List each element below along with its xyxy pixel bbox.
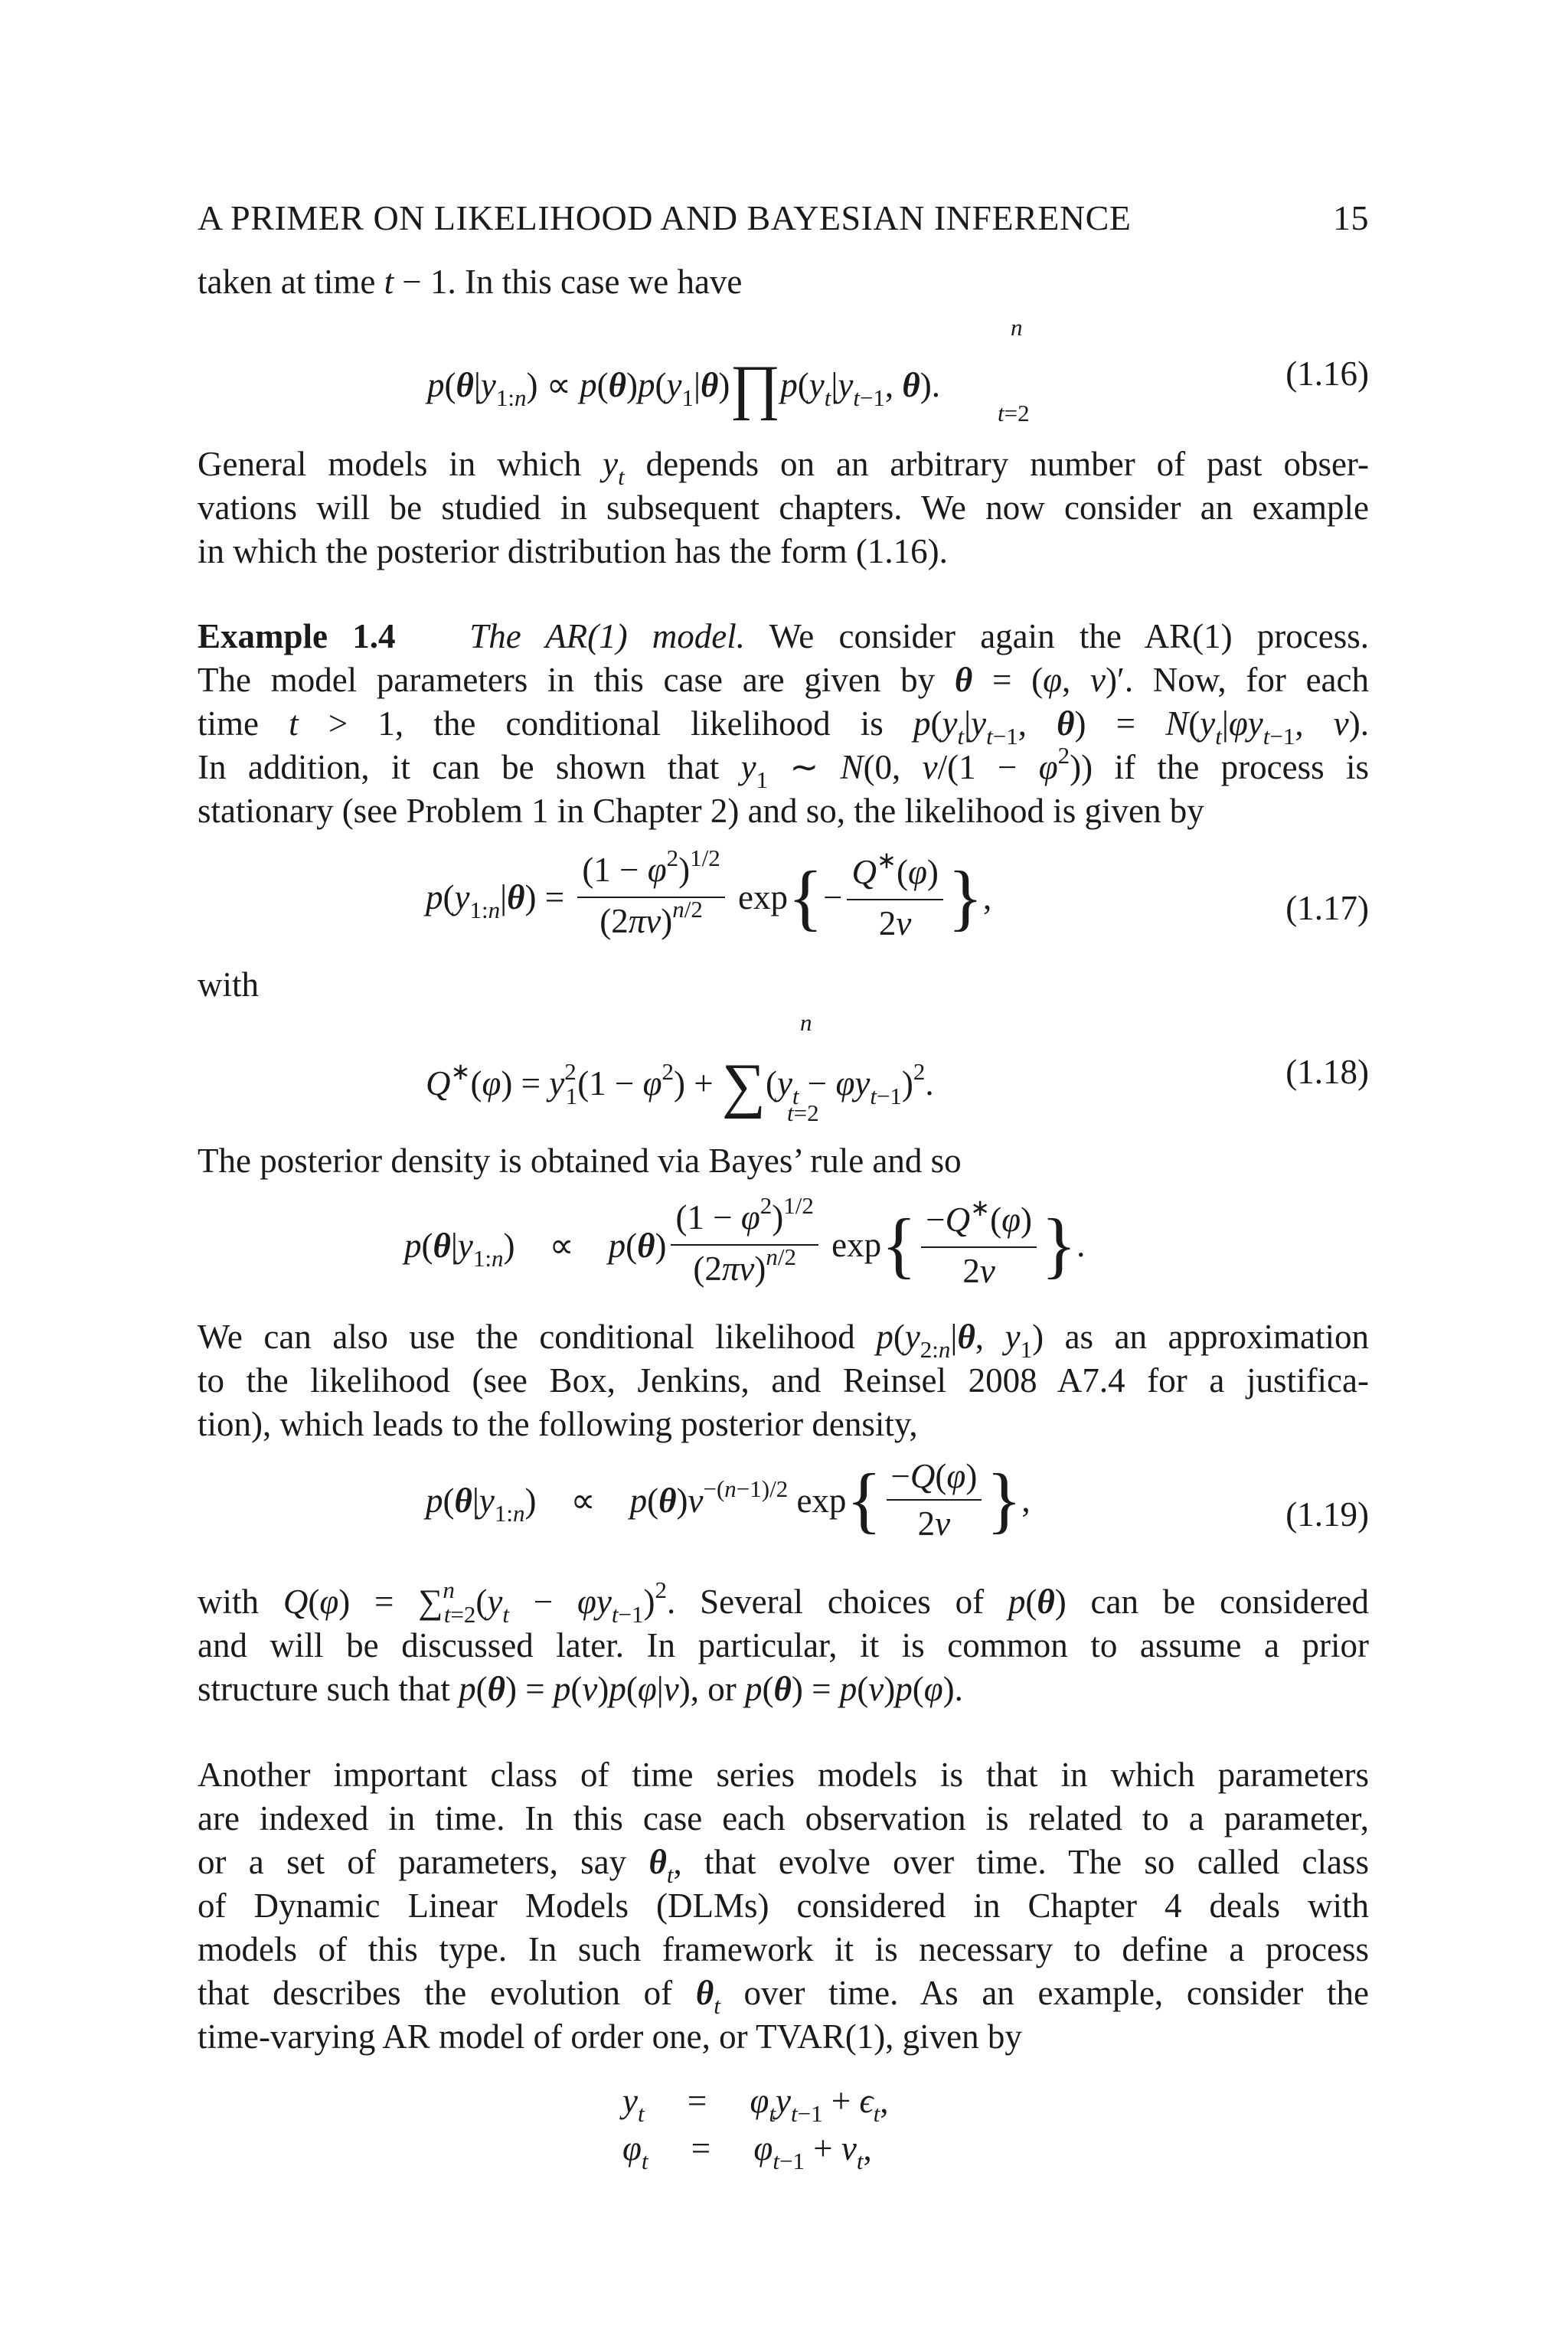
paragraph-time-varying bbox=[198, 1753, 1369, 2059]
text-line: stationary (see Problem 1 in Chapter 2) and so, the likelihood is given by bbox=[198, 792, 1204, 830]
text-line: in which the posterior distribution has the form (1.16). bbox=[198, 532, 948, 570]
text-line: The posterior density is obtained via Bayes’ rule and so bbox=[198, 1142, 962, 1180]
product-upper-limit: n bbox=[1011, 314, 1023, 341]
example-label: Example 1.4 bbox=[198, 617, 396, 655]
equation-number: (1.17) bbox=[1285, 889, 1369, 927]
text-line: time-varying AR model of order one, or TVAR(1), given by bbox=[198, 2017, 1022, 2056]
fraction: $\frac{-Q(\varphi)}{2v}$ bbox=[887, 1455, 982, 1545]
paragraph-posterior bbox=[198, 1139, 1369, 1183]
equation-body: $p(y_{1:n}|\theta)$ = $\frac{(1 - \varphi^2)^{1/2}}{(2\pi v)^{n/2}}$ exp{− $\frac{Q^∗(\varphi)}{2v}$ }, bbox=[426, 848, 991, 946]
paragraph-with bbox=[198, 963, 1369, 1007]
equation-body: $p(\theta|y_{1:n})$ ∝ $p(\theta)v^{-(n-1)/2}$ exp{ $\frac{-Q(\varphi)}{2v}$ }, bbox=[426, 1455, 1031, 1545]
paragraph-conditional-likelihood bbox=[198, 1315, 1369, 1446]
equation-number: (1.16) bbox=[1285, 354, 1369, 393]
example-text: We consider again the AR(1) process. bbox=[769, 617, 1370, 655]
fraction: $\frac{Q^∗(\varphi)}{2v}$ bbox=[847, 851, 942, 945]
equation-1-16 bbox=[198, 314, 1369, 429]
text-line: with bbox=[198, 965, 260, 1004]
text-line: General models in which $y_t$ depends on an arbitrary number of past obser- bbox=[198, 445, 1370, 490]
text-line: that describes the evolution of $\theta_t$ over time. As an example, consider the bbox=[198, 1974, 1369, 2019]
paragraph-general-models bbox=[198, 443, 1369, 573]
equation-tvar bbox=[198, 2081, 1369, 2180]
product-lower-limit: t=2 bbox=[998, 400, 1030, 426]
text-line: or a set of parameters, say $\theta_t$, that evolve over time. The so called class bbox=[198, 1843, 1369, 1888]
equation-1-17 bbox=[198, 844, 1369, 963]
text-line: time t > 1, the conditional likelihood is $p(y_t|y_{t-1}$, $\theta) = N(y_t|\varphi y_{t-1}$, v). bbox=[198, 704, 1370, 750]
paragraph-intro bbox=[198, 260, 1369, 304]
text-line: Another important class of time series models is that in which parameters bbox=[198, 1756, 1369, 1794]
equation-body: $p(\theta|y_{1:n})$ ∝ $p(\theta)p(y_1|\theta)\prod p(y_t|y_{t-1}$, θ). bbox=[427, 354, 941, 421]
text-line: structure such that p(θ) = p(v)p(φ|v), or p(θ) = p(v)p(φ). bbox=[198, 1670, 963, 1708]
text-line: models of this type. In such framework it is necessary to define a process bbox=[198, 1930, 1369, 1968]
equation-number: (1.18) bbox=[1285, 1053, 1369, 1091]
text-line: tion), which leads to the following posterior density, bbox=[198, 1405, 918, 1443]
page-number: 15 bbox=[1333, 198, 1369, 237]
text-line: to the likelihood (see Box, Jenkins, and Reinsel 2008 A7.4 for a justifica- bbox=[198, 1361, 1369, 1400]
text-line: are indexed in time. In this case each observation is related to a parameter, bbox=[198, 1799, 1369, 1838]
equation-1-19 bbox=[198, 1455, 1369, 1570]
text-line: vations will be studied in subsequent chapters. We now consider an example bbox=[198, 488, 1369, 527]
text-line: and will be discussed later. In particular, it is common to assume a prior bbox=[198, 1626, 1369, 1664]
text-line: with $Q(\varphi) = \sum^n_{t=2}(y_t - \varphi y_{t-1})^2$. Several choices of p(θ) can be considered bbox=[198, 1576, 1370, 1628]
text-line: The model parameters in this case are given by θ = (φ, v)′. Now, for each bbox=[198, 661, 1370, 699]
text-line: of Dynamic Linear Models (DLMs) considered in Chapter 4 deals with bbox=[198, 1886, 1369, 1925]
running-header bbox=[198, 198, 1369, 236]
fraction: $\frac{-Q^∗(\varphi)}{2v}$ bbox=[921, 1198, 1037, 1292]
equation-1-18 bbox=[198, 1009, 1369, 1132]
sum-lower-limit: t=2 bbox=[787, 1099, 819, 1126]
fraction: $\frac{(1 - \varphi^2)^{1/2}}{(2\pi v)^{n/2}}$ bbox=[577, 848, 724, 946]
equation-body: $p(\theta|y_{1:n})$ ∝ p(θ) $\frac{(1 - \varphi^2)^{1/2}}{(2\pi v)^{n/2}}$ exp{ $\frac{-Q^∗(\varphi)}{2v}$ }. bbox=[404, 1196, 1085, 1294]
running-title: A PRIMER ON LIKELIHOOD AND BAYESIAN INFERENCE bbox=[198, 198, 1132, 237]
text-line bbox=[198, 615, 1369, 658]
equation-posterior bbox=[198, 1192, 1369, 1311]
sum-upper-limit: n bbox=[800, 1009, 812, 1036]
example-1-4 bbox=[198, 615, 1369, 833]
equation-body: $Q^∗(\varphi) = y^2_1(1 - \varphi^2) + \sum(y_t - \varphi y_{t-1})^2$. bbox=[426, 1052, 934, 1119]
equation-number: (1.19) bbox=[1285, 1495, 1369, 1534]
text-line: We can also use the conditional likelihood $p(y_{2:n}|\theta$, $y_1$) as an approximation bbox=[198, 1318, 1370, 1363]
equation-line-yt: $y_t$ = $\varphi_ty_{t-1} + \epsilon_t$, bbox=[622, 2082, 889, 2127]
paragraph-prior-choices bbox=[198, 1576, 1370, 1711]
fraction: $\frac{(1 - \varphi^2)^{1/2}}{(2\pi v)^{n/2}}$ bbox=[671, 1196, 818, 1294]
equation-line-phit: $\varphi_t$ = $\varphi_{t-1} + \nu_t$, bbox=[622, 2129, 872, 2174]
text-line: In addition, it can be shown that $y_1$ ∼ N(0, $v/(1 - \varphi^2)$) if the process is bbox=[198, 742, 1369, 793]
example-title: The AR(1) model. bbox=[469, 617, 746, 655]
text-line: taken at time t − 1. In this case we have bbox=[198, 263, 743, 301]
